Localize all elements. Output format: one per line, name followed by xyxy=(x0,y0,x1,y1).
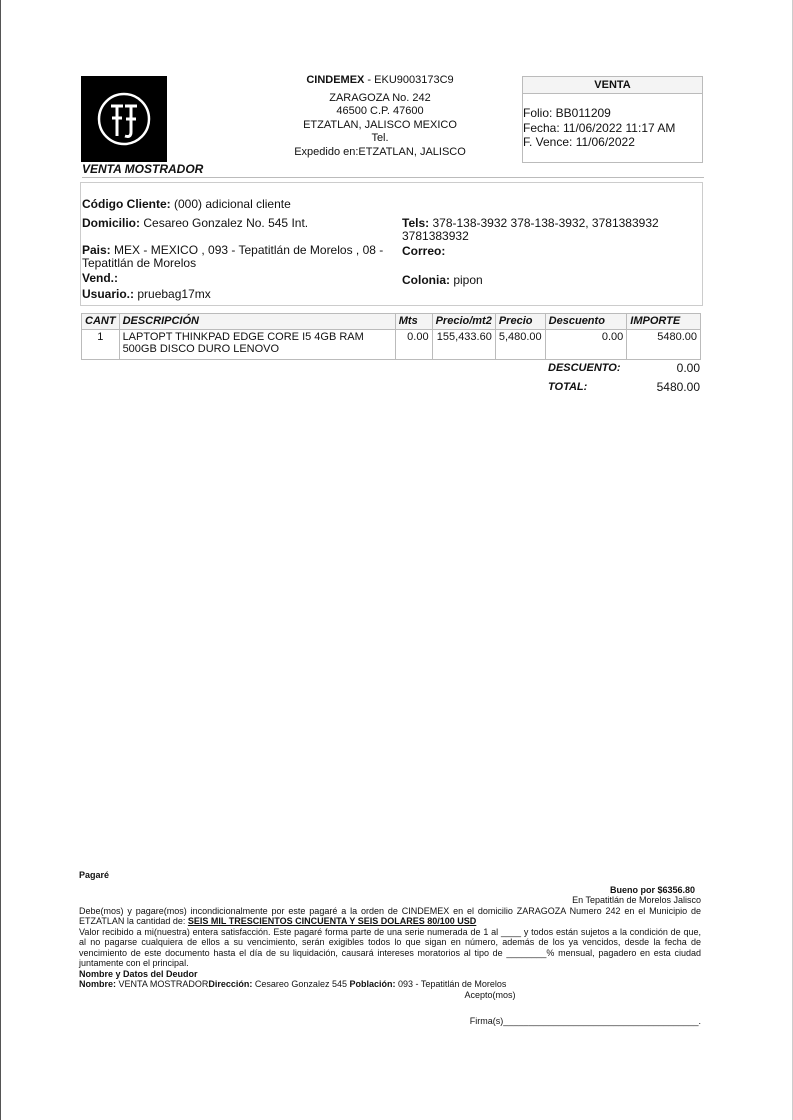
page-left-edge xyxy=(0,0,1,1120)
col-precio-mt2: Precio/mt2 xyxy=(432,314,495,330)
client-codigo-label: Código Cliente: xyxy=(82,197,171,211)
client-domicilio-value: Cesareo Gonzalez No. 545 Int. xyxy=(143,216,309,230)
client-colonia xyxy=(402,274,682,287)
company-rfc: EKU9003173C9 xyxy=(374,74,454,86)
venta-vence: F. Vence: 11/06/2022 xyxy=(523,135,635,149)
venta-box xyxy=(522,76,703,163)
cell-precio-mt2: 155,433.60 xyxy=(432,330,495,360)
pagare-acepto: Acepto(mos) xyxy=(464,989,516,1000)
company-tel: Tel. xyxy=(371,132,389,144)
client-pais xyxy=(82,244,392,270)
pagare-deudor-title: Nombre y Datos del Deudor xyxy=(79,968,198,979)
client-pais-value: MEX - MEXICO , 093 - Tepatitlán de Morelos , 08 - Tepatitlán de Morelos xyxy=(82,243,384,270)
company-address2: 46500 C.P. 47600 xyxy=(336,105,424,117)
deudor-poblacion-label: Población: xyxy=(349,979,396,989)
pagare-paragraph-1 xyxy=(79,906,701,927)
deudor-nombre-value: VENTA MOSTRADOR xyxy=(118,979,209,989)
client-vend-label: Vend.: xyxy=(82,271,119,285)
company-name: CINDEMEX xyxy=(306,74,365,86)
col-descuento: Descuento xyxy=(545,314,627,330)
client-tels-value: 378-138-3932 378-138-3932, 3781383932 3781383932 xyxy=(402,216,659,243)
client-tels-label: Tels: xyxy=(402,216,430,230)
cell-precio: 5,480.00 xyxy=(495,330,545,360)
company-info xyxy=(280,74,480,159)
company-city: ETZATLAN, JALISCO MEXICO xyxy=(303,118,457,131)
totals-total-row xyxy=(548,380,700,399)
client-usuario xyxy=(82,288,382,301)
client-box xyxy=(80,182,703,306)
cell-descuento: 0.00 xyxy=(545,330,627,360)
client-colonia-value: pipon xyxy=(453,273,483,287)
pagare-deudor-line xyxy=(79,979,701,990)
section-title: VENTA MOSTRADOR xyxy=(82,162,704,178)
totals-total-value: 5480.00 xyxy=(656,380,700,394)
company-address1: ZARAGOZA No. 242 xyxy=(329,91,431,104)
pagare-section xyxy=(79,870,701,1027)
venta-header: VENTA xyxy=(523,77,702,94)
col-descripcion: DESCRIPCIÓN xyxy=(119,314,395,330)
table-row xyxy=(82,330,701,360)
client-colonia-label: Colonia: xyxy=(402,273,450,287)
pagare-cantidad-letra: SEIS MIL TRESCIENTOS CINCUENTA Y SEIS DOLARES 80/100 USD xyxy=(187,916,477,926)
client-codigo xyxy=(82,198,402,211)
cell-cant: 1 xyxy=(82,330,120,360)
company-expedido: Expedido en:ETZATLAN, JALISCO xyxy=(294,145,466,158)
cell-descripcion: LAPTOPT THINKPAD EDGE CORE I5 4GB RAM 500GB DISCO DURO LENOVO xyxy=(119,330,395,360)
client-correo-label: Correo: xyxy=(402,244,446,258)
totals-block xyxy=(548,361,700,399)
col-precio: Precio xyxy=(495,314,545,330)
pagare-bueno: Bueno por $6356.80 xyxy=(609,884,695,895)
deudor-direccion-value: Cesareo Gonzalez 545 xyxy=(254,979,347,989)
company-logo xyxy=(81,76,167,162)
client-pais-label: Pais: xyxy=(82,243,111,257)
deudor-nombre-label: Nombre: xyxy=(79,979,117,989)
client-tels xyxy=(402,217,687,243)
client-domicilio-label: Domicilio: xyxy=(82,216,141,230)
venta-fecha: Fecha: 11/06/2022 11:17 AM xyxy=(523,120,676,135)
venta-folio: Folio: BB011209 xyxy=(523,106,611,120)
client-codigo-value: (000) adicional cliente xyxy=(174,197,291,211)
col-mts: Mts xyxy=(395,314,432,330)
cell-mts: 0.00 xyxy=(395,330,432,360)
totals-descuento-label: DESCUENTO: xyxy=(548,362,621,374)
totals-descuento-value: 0.00 xyxy=(676,361,700,375)
cell-importe: 5480.00 xyxy=(627,330,701,360)
col-importe: IMPORTE xyxy=(627,314,701,330)
client-domicilio xyxy=(82,217,392,230)
client-correo xyxy=(402,245,682,258)
logo-monogram-icon xyxy=(81,76,167,162)
col-cant: CANT xyxy=(82,314,120,330)
pagare-firma: Firma(s)_______________________________________. xyxy=(469,1016,701,1026)
pagare-lugar: En Tepatitlán de Morelos Jalisco xyxy=(572,895,701,905)
client-vend xyxy=(82,272,282,285)
client-usuario-label: Usuario.: xyxy=(82,287,135,301)
deudor-poblacion-value: 093 - Tepatitlán de Morelos xyxy=(398,979,507,989)
totals-total-label: TOTAL: xyxy=(548,381,588,393)
deudor-direccion-label: Dirección: xyxy=(208,979,253,989)
totals-descuento-row xyxy=(548,361,700,380)
items-header-row xyxy=(82,314,701,330)
company-name-line: CINDEMEX - EKU9003173C9 xyxy=(306,74,454,86)
pagare-title: Pagaré xyxy=(79,870,110,880)
items-table xyxy=(81,313,701,360)
pagare-p1: Debe(mos) y pagare(mos) incondicionalmente por este pagaré a la orden de CINDEMEX en el domicilio ZARAGOZA Numero 242 en el Municipio de ETZATLAN la cantidad de: xyxy=(79,905,701,926)
pagare-p2: Valor recibido a mi(nuestra) entera satisfacción. Este pagaré forma parte de una serie numerada de 1 al ____ y todos están sujetos a la condición de que, al no pagarse cualquiera de ellos a su vencimiento, serán exigibles todos lo que sigan en número, además de los ya vencidos, desde la fecha de vencimiento de este documento hasta el día de su liquidación, causará intereses moratorios al tipo de ________% mensual, pagadero en esta ciudad juntamente con el principal. xyxy=(79,926,701,968)
client-usuario-value: pruebag17mx xyxy=(137,287,211,301)
